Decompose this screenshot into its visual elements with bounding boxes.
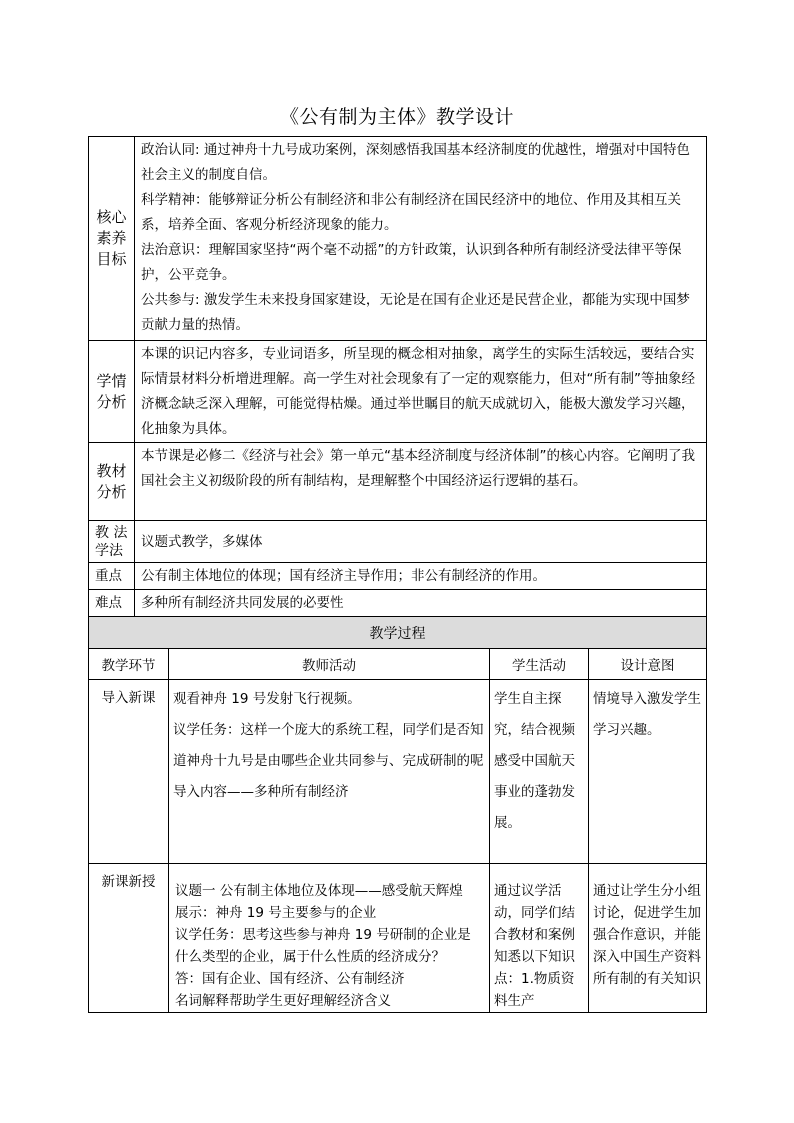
cell-material-analysis: 本节课是必修二《经济与社会》第一单元“基本经济制度与经济体制”的核心内容。它阐明了我国社会主义初级阶段的所有制结构，是理解整个中国经济运行逻辑的基石。 <box>135 443 707 521</box>
cell-method: 议题式教学，多媒体 <box>135 521 707 563</box>
row-material-analysis <box>89 443 707 521</box>
teacher-intro-line: 议学任务：这样一个庞大的系统工程，同学们是否知道神舟十九号是由哪些企业共同参与、完成研制的呢 <box>173 722 484 769</box>
label-difficulty: 难点 <box>89 590 135 617</box>
label-key-point: 重点 <box>89 563 135 590</box>
row-difficulty <box>89 590 707 617</box>
row-core-literacy <box>89 137 707 341</box>
student-new-lesson: 通过议学活动，同学们结合教材和案例知悉以下知识点：1.物质资料生产 <box>490 864 589 1013</box>
teacher-intro-line: 导入内容——多种所有制经济 <box>173 784 349 800</box>
teacher-new-line: 议题一 公有制主体地位及体现——感受航天辉煌 <box>175 883 463 899</box>
teacher-intro-line: 观看神舟 19 号发射飞行视频。 <box>173 691 361 707</box>
lesson-plan-table <box>88 136 707 1013</box>
stage-intro: 导入新课 <box>89 680 169 864</box>
teacher-new-lesson <box>169 864 490 1013</box>
row-process-title <box>89 617 707 649</box>
core-public: 公共参与: 激发学生未来投身国家建设，无论是在国有企业还是民营企业，都能为实现中国梦贡献力量的热情。 <box>141 292 690 333</box>
row-learner-analysis <box>89 341 707 443</box>
row-new-lesson <box>89 864 707 1013</box>
teacher-new-line: 展示：神舟 19 号主要参与的企业 <box>175 905 377 921</box>
label-learner-analysis: 学情 分析 <box>89 341 135 443</box>
core-law: 法治意识：理解国家坚持“两个毫不动摇”的方针政策，认识到各种所有制经济受法律平等保护，公平竞争。 <box>141 242 682 283</box>
row-intro <box>89 680 707 864</box>
core-science: 科学精神：能够辩证分析公有制经济和非公有制经济在国民经济中的地位、作用及其相互关系，培养全面、客观分析经济现象的能力。 <box>141 192 681 233</box>
teacher-new-line: 答：国有企业、国有经济、公有制经济 <box>175 971 405 987</box>
row-process-headers <box>89 649 707 680</box>
teacher-intro <box>169 680 490 864</box>
cell-difficulty: 多种所有制经济共同发展的必要性 <box>135 590 707 617</box>
stage-new-lesson: 新课新授 <box>89 864 169 1013</box>
teacher-new-line: 名词解释帮助学生更好理解经济含义 <box>175 993 391 1009</box>
header-teacher: 教师活动 <box>169 649 490 680</box>
student-intro: 学生自主探究，结合视频感受中国航天事业的蓬勃发展。 <box>490 680 589 864</box>
cell-core-literacy <box>135 137 707 341</box>
core-political: 政治认同: 通过神舟十九号成功案例，深刻感悟我国基本经济制度的优越性，增强对中国特色社会主义的制度自信。 <box>141 142 690 183</box>
cell-learner-analysis: 本课的识记内容多，专业词语多，所呈现的概念相对抽象，离学生的实际生活较远，要结合实际情景材料分析增进理解。高一学生对社会现象有了一定的观察能力，但对“所有制”等抽象经济概念缺乏深入理解，可能觉得枯燥。通过举世瞩目的航天成就切入，能极大激发学习兴趣，化抽象为具体。 <box>135 341 707 443</box>
teacher-new-line: 议学任务：思考这些参与神舟 19 号研制的企业是什么类型的企业，属于什么性质的经济成分？ <box>175 927 471 965</box>
row-method <box>89 521 707 563</box>
label-material-analysis: 教材 分析 <box>89 443 135 521</box>
document-title: 《公有制为主体》教学设计 <box>279 106 514 128</box>
label-core-literacy: 核心 素养 目标 <box>89 137 135 341</box>
header-intent: 设计意图 <box>589 649 707 680</box>
process-title: 教学过程 <box>89 617 707 649</box>
label-method: 教 法 学法 <box>89 521 135 563</box>
header-student: 学生活动 <box>490 649 589 680</box>
row-key-point <box>89 563 707 590</box>
intent-intro: 情境导入激发学生学习兴趣。 <box>589 680 707 864</box>
header-stage: 教学环节 <box>89 649 169 680</box>
intent-new-lesson: 通过让学生分小组讨论，促进学生加强合作意识，并能深入中国生产资料所有制的有关知识 <box>589 864 707 1013</box>
cell-key-point: 公有制主体地位的体现；国有经济主导作用；非公有制经济的作用。 <box>135 563 707 590</box>
